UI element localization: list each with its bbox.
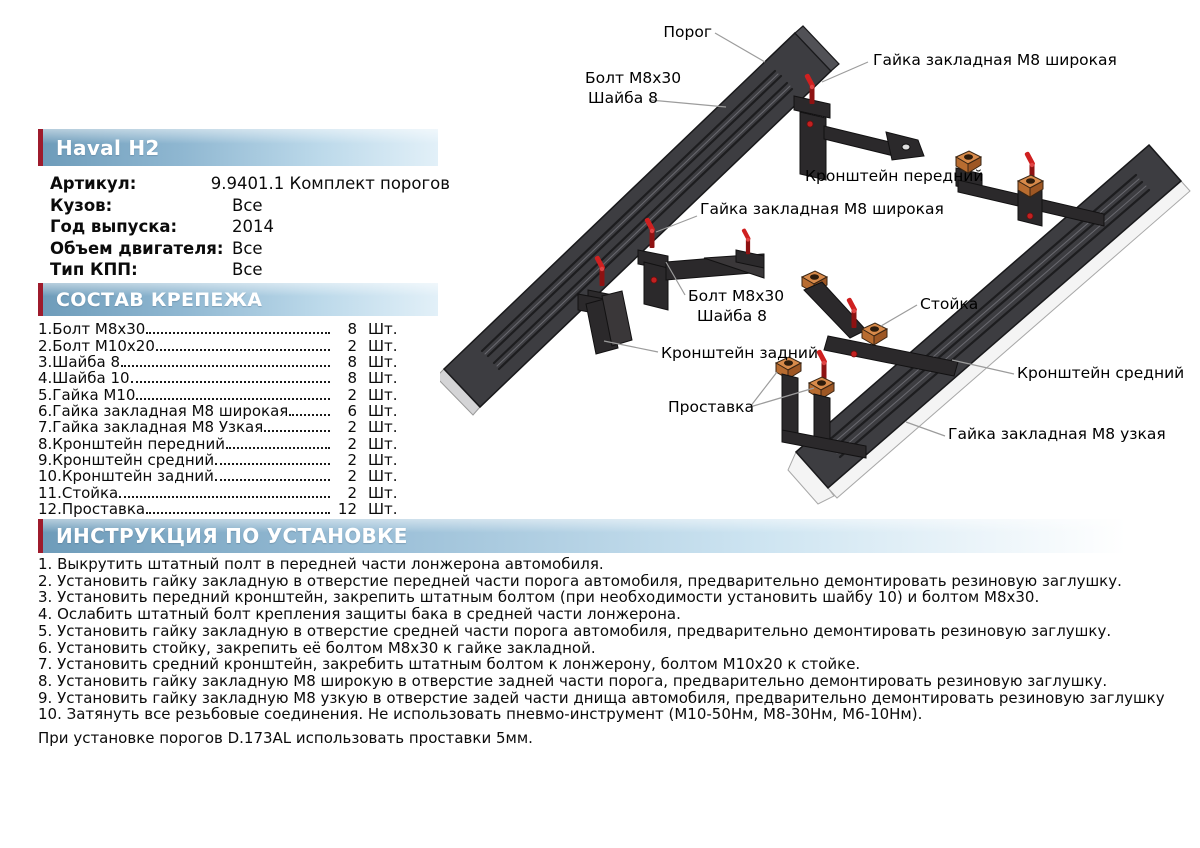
label-kronshteyn-zadniy: Кронштейн задний: [661, 344, 819, 362]
spec-row: [50, 195, 450, 217]
part-unit: Шт.: [368, 483, 398, 502]
front-bracket-right-assembly: [956, 151, 1104, 226]
footnote: При установке порогов D.173AL использовать проставки 5мм.: [38, 729, 533, 747]
label-shayba-8-mid: Шайба 8: [697, 307, 767, 325]
dot-leader: [226, 447, 330, 449]
part-unit: Шт.: [368, 336, 398, 355]
instructions-section-header: [38, 519, 1195, 553]
part-row: [38, 403, 433, 419]
part-name: 1.Болт М8х30: [38, 320, 146, 339]
part-unit: Шт.: [368, 418, 398, 437]
instruction-step: 3. Установить передний кронштейн, закрепить штатным болтом (при необходимости установить шайбу 10) и болтом М8х30.: [38, 588, 1040, 607]
instruction-step: 10. Затянуть все резьбовые соединения. Не использовать пневмо-инструмент (М10-50Нм, М8-30Нм, М6-10Нм).: [38, 705, 923, 724]
parts-list: [38, 321, 433, 517]
clamp-nut-icon: [862, 323, 887, 345]
dot-leader: [146, 332, 330, 334]
label-gaika-uzkaya: Гайка закладная М8 узкая: [948, 425, 1166, 443]
part-unit: Шт.: [368, 451, 398, 470]
part-qty: 2: [347, 434, 357, 453]
front-bracket-left-assembly: [794, 73, 924, 180]
part-name: 2.Болт М10х20: [38, 336, 155, 355]
label-bolt-m8x30-top: Болт М8х30: [585, 69, 682, 87]
spec-value: Все: [232, 260, 263, 279]
part-unit: Шт.: [368, 353, 398, 372]
spec-label: Тип КПП:: [50, 260, 138, 279]
part-unit: Шт.: [368, 385, 398, 404]
part-row: [38, 354, 433, 370]
product-title: Haval H2: [56, 135, 160, 160]
part-qty: 2: [347, 385, 357, 404]
part-unit: Шт.: [368, 467, 398, 486]
label-kronshteyn-peredniy: Кронштейн передний: [805, 167, 984, 185]
part-row: [38, 386, 433, 402]
part-row: [38, 484, 433, 500]
part-unit: Шт.: [368, 500, 398, 519]
label-gaika-shirokaya-mid: Гайка закладная М8 широкая: [700, 200, 944, 218]
dot-leader: [136, 398, 330, 400]
part-row: [38, 337, 433, 353]
instruction-step: 7. Установить средний кронштейн, закребить штатным болтом к лонжерону, болтом М10х20 к стойке.: [38, 655, 861, 674]
spec-label: Артикул:: [50, 174, 137, 193]
part-qty: 8: [347, 353, 357, 372]
part-qty: 2: [347, 336, 357, 355]
label-stoyka: Стойка: [920, 295, 979, 313]
parts-section-header: [38, 283, 438, 316]
part-name: 12.Проставка: [38, 500, 146, 519]
part-qty: 2: [347, 467, 357, 486]
part-row: [38, 501, 433, 517]
part-row: [38, 370, 433, 386]
exploded-parts-diagram: [440, 8, 1200, 508]
dot-leader: [215, 479, 330, 481]
part-row: [38, 419, 433, 435]
instruction-step: 6. Установить стойку, закрепить её болтом М8х30 к гайке закладной.: [38, 638, 596, 657]
spec-label: Кузов:: [50, 195, 113, 215]
spec-value: 2014: [232, 217, 274, 236]
instruction-step: 4. Ослабить штатный болт крепления защиты бака в средней части лонжерона.: [38, 605, 681, 624]
spec-row: [50, 238, 450, 260]
spec-value: Все: [232, 195, 263, 215]
part-qty: 2: [347, 483, 357, 502]
part-qty: 6: [347, 402, 357, 421]
part-name: 11.Стойка: [38, 483, 119, 502]
part-qty: 8: [347, 320, 357, 339]
part-qty: 2: [347, 418, 357, 437]
spec-label: Объем двигателя:: [50, 238, 224, 258]
part-unit: Шт.: [368, 369, 398, 388]
part-qty: 2: [347, 451, 357, 470]
dot-leader: [289, 414, 330, 416]
part-row: [38, 435, 433, 451]
spec-value: Все: [232, 238, 263, 258]
instruction-step: 8. Установить гайку закладную М8 широкую в отверстие задней части порога, предварительно демонтировать резиновую заглушку.: [38, 671, 1108, 690]
label-gaika-shirokaya-top: Гайка закладная М8 широкая: [873, 51, 1117, 69]
spec-row: [50, 216, 450, 238]
instruction-steps: [38, 556, 1195, 723]
part-unit: Шт.: [368, 320, 398, 339]
part-name: 3.Шайба 8: [38, 353, 121, 372]
part-row: [38, 468, 433, 484]
part-row: [38, 321, 433, 337]
part-unit: Шт.: [368, 402, 398, 421]
dot-leader: [119, 496, 330, 498]
product-header-bar: [38, 129, 438, 166]
label-bolt-m8x30-mid: Болт М8х30: [688, 287, 785, 305]
instruction-step: 9. Установить гайку закладную М8 узкую в отверстие задей части днища автомобиля, предварительно демонтировать резиновую заглушку: [38, 688, 1165, 707]
spec-row: [50, 173, 450, 195]
part-name: 7.Гайка закладная М8 Узкая: [38, 418, 264, 437]
instruction-step: 5. Установить гайку закладную в отверстие средней части порога автомобиля, предварительно демонтировать резиновую заглушку.: [38, 621, 1112, 640]
dot-leader: [131, 381, 330, 383]
part-row: [38, 452, 433, 468]
instructions-title: ИНСТРУКЦИЯ ПО УСТАНОВКЕ: [56, 524, 408, 548]
dot-leader: [264, 430, 330, 432]
spec-row: [50, 259, 450, 281]
part-name: 10.Кронштейн задний: [38, 467, 214, 486]
instruction-step: 2. Установить гайку закладную в отверстие передней части порога автомобиля, предварительно демонтировать резиновую заглушку.: [38, 571, 1122, 590]
part-name: 8.Кронштейн передний: [38, 434, 225, 453]
part-name: 9.Кронштейн средний: [38, 451, 215, 470]
part-name: 4.Шайба 10: [38, 369, 130, 388]
label-shayba-8-top: Шайба 8: [588, 89, 658, 107]
label-porog: Порог: [663, 23, 712, 41]
part-unit: Шт.: [368, 434, 398, 453]
part-qty: 12: [337, 500, 357, 519]
dot-leader: [121, 365, 330, 367]
bolt-m8-icon: [741, 228, 751, 254]
label-prostavka: Проставка: [668, 398, 755, 416]
part-name: 5.Гайка М10: [38, 385, 136, 404]
vehicle-spec-table: [50, 173, 450, 281]
instruction-step: 1. Выкрутить штатный полт в передней части лонжерона автомобиля.: [38, 555, 604, 573]
part-qty: 8: [347, 369, 357, 388]
parts-section-title: СОСТАВ КРЕПЕЖА: [56, 288, 263, 311]
dot-leader: [146, 512, 330, 514]
dot-leader: [156, 349, 330, 351]
spec-value: 9.9401.1 Комплект порогов: [210, 174, 450, 193]
part-name: 6.Гайка закладная М8 широкая: [38, 402, 289, 421]
spec-label: Год выпуска:: [50, 217, 178, 236]
label-kronshteyn-sredniy: Кронштейн средний: [1017, 364, 1185, 382]
dot-leader: [215, 463, 330, 465]
